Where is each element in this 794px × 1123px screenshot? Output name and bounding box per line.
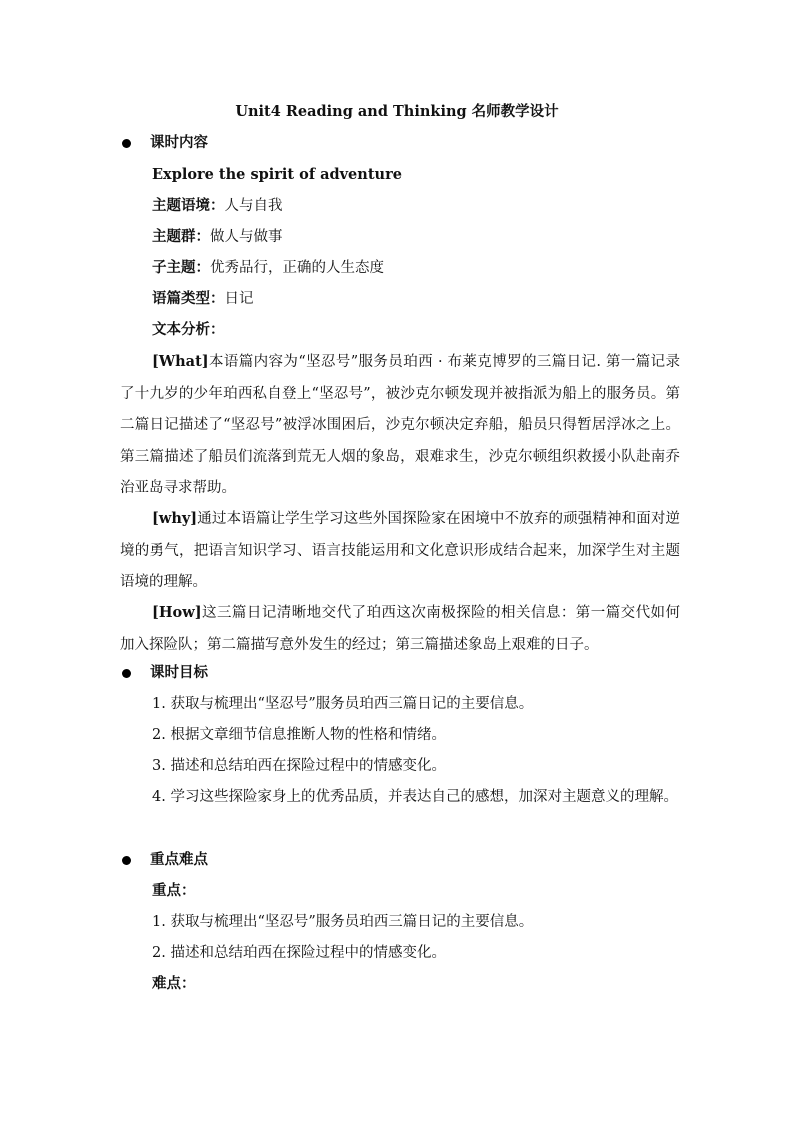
bullet-icon — [122, 856, 131, 865]
key-point-item: 1. 获取与梳理出“坚忍号”服务员珀西三篇日记的主要信息。 — [152, 914, 534, 930]
subtheme-label: 子主题： — [152, 259, 210, 276]
why-tag: [why] — [152, 510, 198, 527]
why-paragraph — [120, 503, 680, 599]
goal-item: 3. 描述和总结珀西在探险过程中的情感变化。 — [152, 758, 446, 774]
genre-value: 日记 — [224, 291, 254, 307]
key-point-item: 2. 描述和总结珀西在探险过程中的情感变化。 — [152, 945, 446, 961]
document-page: Unit4 Reading and Thinking 名师教学设计 课时内容 Explore the spirit of adventure 主题语境：人与自我 主题群：做人与做事 子主题：优秀品行，正确的人生态度 语篇类型：日记 文本分析： [What]本语篇内容为“坚忍号”服务员珀西 · 布莱克博罗的三篇日记. 第一篇记录了十九岁的少年珀西私自登上“坚忍号”，被沙克尔顿发现并被指派为船上的服务员。第二篇日记描述了“坚忍号”被浮冰围困后，沙克尔顿决定弃船，船员只得暂居浮冰之上。第三篇描述了船员们流落到荒无人烟的象岛，艰难求生，沙克尔顿组织救援小队赴南乔治亚岛寻求帮助。 [why]通过本语篇让学生学习这些外国探险家在困境中不放弃的顽强精神和面对逆境的勇气，把语言知识学习、语言技能运用和文化意识形成结合起来，加深学生对主题语境的理解。 [How]这三篇日记清晰地交代了珀西这次南极探险的相关信息：第一篇交代如何加入探险队；第二篇描写意外发生的经过；第三篇描述象岛上艰难的日子。 课时目标 1. 获取与梳理出“坚忍号”服务员珀西三篇日记的主要信息。 2. 根据文章细节信息推断人物的性格和情绪。 3. 描述和总结珀西在探险过程中的情感变化。 4. 学习这些探险家身上的优秀品质，并表达自己的感想，加深对主题意义的理解。 重点难点 重点： 1. 获取与梳理出“坚忍号”服务员珀西三篇日记的主要信息。 2. 描述和总结珀西在探险过程中的情感变化。 难点： — [0, 0, 794, 1123]
text-analysis-label: 文本分析： — [152, 321, 225, 338]
subtheme-row — [152, 256, 384, 280]
theme-context-value: 人与自我 — [224, 198, 283, 214]
document-title: Unit4 Reading and Thinking 名师教学设计 — [235, 103, 559, 120]
goal-item: 1. 获取与梳理出“坚忍号”服务员珀西三篇日记的主要信息。 — [152, 696, 534, 712]
how-paragraph — [120, 597, 680, 661]
theme-group-row — [152, 225, 283, 249]
difficulty-label: 难点： — [152, 975, 196, 992]
why-text: 通过本语篇让学生学习这些外国探险家在困境中不放弃的顽强精神和面对逆境的勇气，把语言知识学习、语言技能运用和文化意识形成结合起来，加深学生对主题语境的理解。 — [120, 511, 680, 590]
what-text: 本语篇内容为“坚忍号”服务员珀西 · 布莱克博罗的三篇日记. 第一篇记录了十九岁的少年珀西私自登上“坚忍号”，被沙克尔顿发现并被指派为船上的服务员。第二篇日记描述了“坚忍号”被浮冰围困后，沙克尔顿决定弃船，船员只得暂居浮冰之上。第三篇描述了船员们流落到荒无人烟的象岛，艰难求生，沙克尔顿组织救援小队赴南乔治亚岛寻求帮助。 — [120, 354, 680, 496]
subtheme-value: 优秀品行，正确的人生态度 — [210, 260, 384, 276]
bullet-icon — [122, 139, 131, 148]
theme-context-label: 主题语境： — [152, 197, 225, 214]
theme-context-row — [152, 194, 283, 218]
theme-group-label: 主题群： — [152, 228, 210, 245]
goal-item: 2. 根据文章细节信息推断人物的性格和情绪。 — [152, 727, 446, 743]
what-tag: [What] — [152, 353, 209, 370]
how-tag: [How] — [152, 604, 202, 621]
bullet-icon — [122, 669, 131, 678]
goal-item: 4. 学习这些探险家身上的优秀品质，并表达自己的感想，加深对主题意义的理解。 — [152, 789, 678, 805]
genre-label: 语篇类型： — [152, 290, 225, 307]
lesson-subtitle: Explore the spirit of adventure — [152, 166, 402, 183]
how-text: 这三篇日记清晰地交代了珀西这次南极探险的相关信息：第一篇交代如何加入探险队；第二篇描写意外发生的经过；第三篇描述象岛上艰难的日子。 — [120, 605, 680, 653]
theme-group-value: 做人与做事 — [210, 229, 283, 245]
genre-row — [152, 287, 254, 311]
key-points-label: 重点： — [152, 882, 196, 899]
what-paragraph — [120, 346, 680, 505]
